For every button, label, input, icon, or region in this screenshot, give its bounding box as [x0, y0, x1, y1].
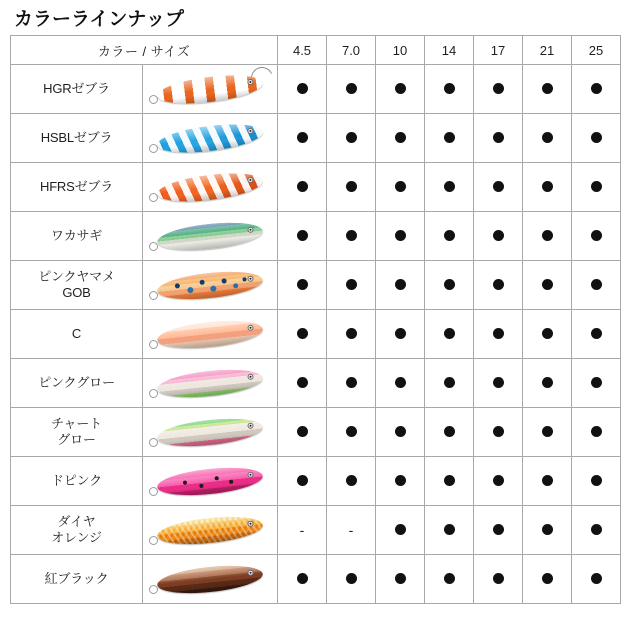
availability-dot: [297, 573, 308, 584]
row-name: [11, 212, 143, 261]
diamond-orange-lure: [145, 508, 275, 552]
availability-dot: [346, 132, 357, 143]
availability-dot: [444, 426, 455, 437]
availability-dot: [346, 83, 357, 94]
table-row: [11, 163, 621, 212]
row-name-line2: オレンジ: [51, 530, 102, 545]
availability-dot: [542, 524, 553, 535]
availability-dot: [542, 328, 553, 339]
lure-body: [156, 415, 264, 451]
avail-cell: [278, 212, 327, 261]
availability-dot: [395, 573, 406, 584]
hgr-zebra-lure: [145, 67, 275, 111]
header-size-4-5: 4.5: [278, 36, 327, 65]
header-row: [11, 36, 621, 65]
row-name: [11, 114, 143, 163]
lure-body: [156, 366, 264, 402]
lure-body: [156, 219, 264, 255]
availability-dot: [591, 328, 602, 339]
avail-cell: [474, 212, 523, 261]
availability-dot: [346, 475, 357, 486]
table-row: [11, 506, 621, 555]
row-name-line1: ドピンク: [51, 473, 102, 488]
avail-cell: [376, 506, 425, 555]
avail-cell: [523, 408, 572, 457]
availability-dot: [395, 524, 406, 535]
avail-cell: [523, 212, 572, 261]
availability-dot: [493, 426, 504, 437]
availability-dot: [591, 83, 602, 94]
avail-cell: [523, 310, 572, 359]
lure-eye-icon: [247, 471, 254, 478]
row-name-line1: HGRゼブラ: [43, 81, 110, 96]
avail-cell: [425, 555, 474, 604]
avail-cell: [425, 506, 474, 555]
availability-dot: [591, 181, 602, 192]
availability-dot: [395, 230, 406, 241]
page-title: カラーラインナップ: [14, 9, 185, 30]
avail-cell: [474, 506, 523, 555]
row-lure-image: [143, 65, 278, 114]
availability-dash: -: [299, 521, 305, 538]
availability-dot: [346, 181, 357, 192]
availability-dot: [542, 83, 553, 94]
availability-dot: [444, 132, 455, 143]
avail-cell: [572, 555, 621, 604]
row-name-line1: チャート: [51, 416, 102, 431]
row-name-line1: ピンクヤマメ: [38, 269, 115, 284]
avail-cell: [425, 65, 474, 114]
chart-glow-lure: [145, 410, 275, 454]
hfrs-zebra-lure: [145, 165, 275, 209]
row-lure-image: [143, 408, 278, 457]
avail-cell: [327, 359, 376, 408]
row-name-line1: ワカサギ: [50, 228, 103, 243]
avail-cell: [523, 359, 572, 408]
avail-cell: [425, 310, 474, 359]
availability-dot: [591, 426, 602, 437]
table-row: [11, 310, 621, 359]
lure-eye-icon: [247, 79, 254, 86]
lure-shade: [158, 382, 264, 402]
avail-cell: [572, 114, 621, 163]
lure-shade: [158, 235, 264, 255]
lure-eye-icon: [247, 226, 254, 233]
avail-cell: [425, 114, 474, 163]
header-color-size: カラー / サイズ: [11, 36, 278, 65]
row-name: [11, 506, 143, 555]
avail-cell: [474, 310, 523, 359]
availability-dot: [297, 328, 308, 339]
lure-body: [156, 317, 264, 353]
availability-dot: [444, 524, 455, 535]
availability-dot: [493, 230, 504, 241]
avail-cell: [327, 457, 376, 506]
row-name: [11, 408, 143, 457]
availability-dot: [297, 181, 308, 192]
avail-cell: [572, 310, 621, 359]
do-pink-lure: [145, 459, 275, 503]
table-row: [11, 408, 621, 457]
lure-shade: [158, 529, 264, 549]
availability-dot: [444, 377, 455, 388]
avail-cell: [376, 163, 425, 212]
availability-dot: [297, 230, 308, 241]
avail-cell: [327, 212, 376, 261]
availability-dot: [444, 328, 455, 339]
lure-eye-icon: [247, 128, 254, 135]
availability-dot: [542, 573, 553, 584]
availability-dot: [346, 377, 357, 388]
avail-cell: [278, 555, 327, 604]
avail-cell: [376, 261, 425, 310]
lure-spot: [221, 278, 226, 283]
avail-cell: [376, 114, 425, 163]
avail-cell: [327, 555, 376, 604]
lure-body: [156, 464, 264, 500]
header-size-14: 14: [425, 36, 474, 65]
table-body: [11, 65, 621, 604]
row-lure-image: [143, 114, 278, 163]
lure-eye-icon: [247, 177, 254, 184]
avail-cell: [327, 310, 376, 359]
availability-dot: [493, 475, 504, 486]
lure-spot: [242, 277, 246, 281]
header-size-17: 17: [474, 36, 523, 65]
avail-cell: [572, 408, 621, 457]
row-name: [11, 261, 143, 310]
table-row: [11, 457, 621, 506]
table-row: [11, 555, 621, 604]
avail-cell: [474, 114, 523, 163]
row-name-line1: HFRSゼブラ: [40, 179, 113, 194]
avail-cell: [572, 457, 621, 506]
lure-body: [156, 562, 264, 598]
row-name: [11, 65, 143, 114]
lure-eye-icon: [247, 422, 254, 429]
availability-dot: [542, 377, 553, 388]
availability-dot: [346, 230, 357, 241]
lure-shade: [158, 333, 264, 353]
avail-cell: [278, 408, 327, 457]
row-lure-image: [143, 310, 278, 359]
split-ring-icon: [149, 340, 158, 349]
lure-body: [156, 169, 264, 207]
availability-dot: [542, 230, 553, 241]
lure-spot: [210, 285, 217, 292]
availability-dot: [346, 426, 357, 437]
availability-dot: [591, 524, 602, 535]
availability-dot: [395, 132, 406, 143]
avail-cell: [278, 310, 327, 359]
row-name-line1: HSBLゼブラ: [40, 130, 113, 145]
availability-dot: [542, 475, 553, 486]
availability-dot: [395, 279, 406, 290]
row-lure-image: [143, 506, 278, 555]
avail-cell: [572, 163, 621, 212]
availability-dot: [395, 475, 406, 486]
avail-cell: [474, 65, 523, 114]
row-name: [11, 359, 143, 408]
lure-spot: [183, 480, 187, 484]
avail-cell: [376, 65, 425, 114]
avail-cell: [474, 408, 523, 457]
row-name-line2: グロー: [57, 432, 96, 447]
avail-cell: [376, 555, 425, 604]
lure-eye-icon: [247, 324, 254, 331]
avail-cell: [376, 408, 425, 457]
lure-body: [156, 513, 264, 549]
avail-cell: [523, 555, 572, 604]
avail-cell: [327, 114, 376, 163]
availability-dot: [346, 328, 357, 339]
split-ring-icon: [149, 585, 158, 594]
avail-cell: [523, 261, 572, 310]
lure-shade: [158, 480, 264, 500]
avail-cell: [376, 457, 425, 506]
row-name: [11, 310, 143, 359]
avail-cell: [572, 506, 621, 555]
avail-cell: [376, 310, 425, 359]
lure-shade: [158, 136, 264, 157]
lure-eye-icon: [247, 520, 254, 527]
availability-dot: [591, 377, 602, 388]
row-lure-image: [143, 555, 278, 604]
availability-dot: [444, 83, 455, 94]
header-size-25: 25: [572, 36, 621, 65]
pink-yamame-gob-lure: [145, 263, 275, 307]
availability-dot: [444, 573, 455, 584]
avail-cell: [425, 359, 474, 408]
avail-cell: [572, 261, 621, 310]
avail-cell: [278, 114, 327, 163]
lure-body: [156, 120, 264, 158]
avail-cell: [474, 359, 523, 408]
avail-cell: [278, 261, 327, 310]
availability-dot: [395, 328, 406, 339]
avail-cell: [523, 457, 572, 506]
hsbl-zebra-lure: [145, 116, 275, 160]
row-lure-image: [143, 457, 278, 506]
availability-dot: [395, 377, 406, 388]
availability-dot: [493, 328, 504, 339]
avail-cell: [327, 65, 376, 114]
row-name: [11, 555, 143, 604]
availability-dot: [493, 377, 504, 388]
avail-cell: [425, 163, 474, 212]
availability-dot: [395, 83, 406, 94]
avail-cell: [278, 506, 327, 555]
availability-dot: [444, 230, 455, 241]
avail-cell: [376, 359, 425, 408]
availability-dot: [591, 475, 602, 486]
split-ring-icon: [149, 242, 158, 251]
lure-spot: [199, 484, 203, 488]
availability-dot: [493, 573, 504, 584]
lure-body: [156, 71, 264, 109]
availability-dot: [297, 132, 308, 143]
wakasagi-lure: [145, 214, 275, 258]
lure-eye-icon: [247, 569, 254, 576]
avail-cell: [572, 65, 621, 114]
lure-spot: [175, 283, 180, 288]
table-row: [11, 359, 621, 408]
availability-dot: [346, 573, 357, 584]
availability-dot: [395, 181, 406, 192]
availability-dot: [493, 181, 504, 192]
availability-dot: [297, 83, 308, 94]
header-size-10: 10: [376, 36, 425, 65]
availability-dot: [444, 181, 455, 192]
availability-dot: [493, 524, 504, 535]
lure-spot: [187, 287, 194, 294]
availability-dot: [493, 83, 504, 94]
table-header: [11, 36, 621, 65]
lure-eye-icon: [247, 275, 254, 282]
split-ring-icon: [149, 291, 158, 300]
avail-cell: [278, 65, 327, 114]
avail-cell: [572, 212, 621, 261]
availability-dot: [591, 132, 602, 143]
row-lure-image: [143, 212, 278, 261]
avail-cell: [523, 114, 572, 163]
split-ring-icon: [149, 438, 158, 447]
avail-cell: [327, 261, 376, 310]
table-row: [11, 65, 621, 114]
lure-spot: [229, 480, 233, 484]
avail-cell: [327, 506, 376, 555]
pink-glow-lure: [145, 361, 275, 405]
header-size-21: 21: [523, 36, 572, 65]
row-name: [11, 163, 143, 212]
availability-dot: [444, 475, 455, 486]
row-name-line1: ダイヤ: [57, 514, 96, 529]
row-name-line1: 紅ブラック: [44, 571, 109, 586]
avail-cell: [425, 212, 474, 261]
header-size-7-0: 7.0: [327, 36, 376, 65]
availability-dash: -: [348, 521, 354, 538]
lure-spot: [199, 280, 204, 285]
availability-dot: [542, 426, 553, 437]
row-name-line1: C: [71, 326, 82, 341]
availability-dot: [297, 377, 308, 388]
lure-eye-icon: [247, 373, 254, 380]
lure-spot: [215, 476, 219, 480]
lure-shade: [158, 87, 264, 108]
lure-body: [156, 268, 264, 304]
avail-cell: [376, 212, 425, 261]
color-lineup-table: [10, 35, 621, 604]
availability-dot: [542, 181, 553, 192]
avail-cell: [327, 408, 376, 457]
availability-dot: [395, 426, 406, 437]
lure-shade: [158, 578, 264, 598]
avail-cell: [474, 555, 523, 604]
avail-cell: [523, 65, 572, 114]
split-ring-icon: [149, 536, 158, 545]
avail-cell: [523, 163, 572, 212]
availability-dot: [297, 279, 308, 290]
row-lure-image: [143, 261, 278, 310]
availability-dot: [591, 573, 602, 584]
availability-dot: [542, 132, 553, 143]
row-name-line1: ピンクグロー: [38, 375, 115, 390]
avail-cell: [278, 457, 327, 506]
row-lure-image: [143, 163, 278, 212]
avail-cell: [474, 457, 523, 506]
row-lure-image: [143, 359, 278, 408]
avail-cell: [425, 408, 474, 457]
avail-cell: [278, 359, 327, 408]
availability-dot: [591, 279, 602, 290]
availability-dot: [591, 230, 602, 241]
avail-cell: [327, 163, 376, 212]
avail-cell: [474, 261, 523, 310]
row-name: [11, 457, 143, 506]
split-ring-icon: [149, 487, 158, 496]
availability-dot: [297, 426, 308, 437]
avail-cell: [474, 163, 523, 212]
availability-dot: [297, 475, 308, 486]
c-lure: [145, 312, 275, 356]
avail-cell: [425, 261, 474, 310]
availability-dot: [493, 279, 504, 290]
avail-cell: [523, 506, 572, 555]
lure-shade: [158, 431, 264, 451]
table-row: [11, 212, 621, 261]
avail-cell: [425, 457, 474, 506]
table-row: [11, 261, 621, 310]
avail-cell: [278, 163, 327, 212]
split-ring-icon: [149, 389, 158, 398]
availability-dot: [346, 279, 357, 290]
beni-black-lure: [145, 557, 275, 601]
table-row: [11, 114, 621, 163]
availability-dot: [542, 279, 553, 290]
avail-cell: [572, 359, 621, 408]
row-name-line2: GOB: [62, 285, 91, 300]
availability-dot: [493, 132, 504, 143]
lure-spot: [233, 283, 238, 288]
lure-shade: [158, 185, 264, 206]
availability-dot: [444, 279, 455, 290]
